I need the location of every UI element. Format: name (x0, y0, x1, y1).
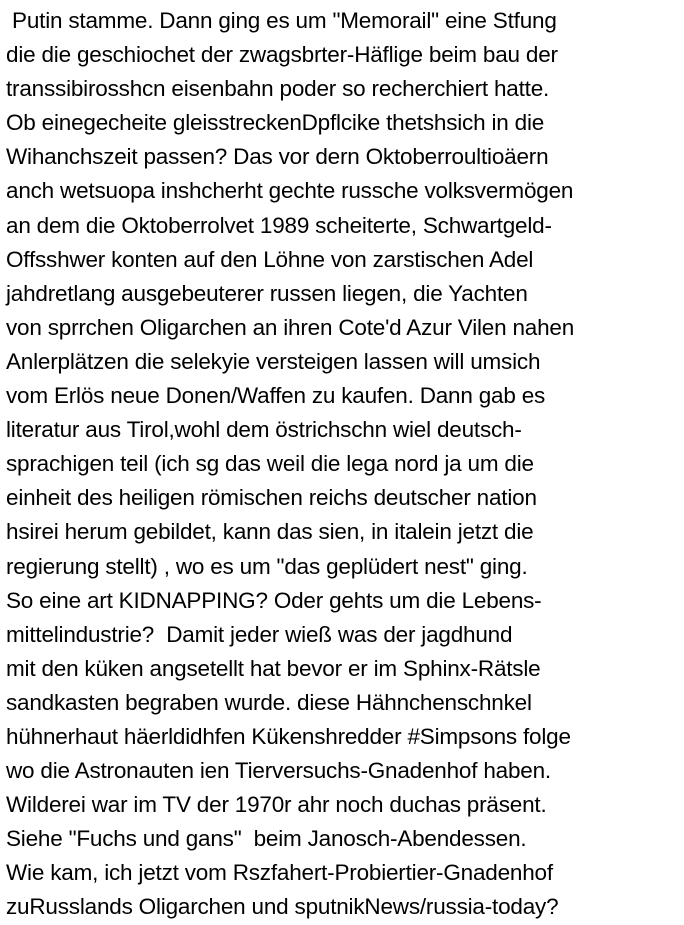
text-line: mittelindustrie? Damit jeder wieß was der jagdhund (6, 621, 513, 647)
text-line: die die geschiochet der zwagsbrter-Häflige beim bau der (6, 42, 558, 68)
text-line: Putin stamme. Dann ging es um "Memorail" eine Stfung (6, 8, 557, 33)
text-line: mit den küken angsetellt hat bevor er im Sphinx-Rätsle (6, 655, 541, 681)
text-line: hühnerhaut häerldidhfen Kükenshredder #Simpsons folge (6, 723, 571, 749)
text-line: zuRusslands Oligarchen und sputnikNews/russia-today? (6, 894, 559, 920)
text-line: an dem die Oktoberrolvet 1989 scheiterte, Schwartgeld- (6, 212, 552, 238)
document-text (6, 4, 682, 925)
text-line: Anlerplätzen die selekyie versteigen lassen will umsich (6, 348, 541, 374)
text-line: Wihanchszeit passen? Das vor dern Oktoberroultioäern (6, 144, 549, 170)
text-line: Ob einegecheite gleisstreckenDpflcike thetshsich in die (6, 110, 545, 136)
text-line: literatur aus Tirol,wohl dem östrichschn wiel deutsch- (6, 417, 522, 443)
text-line: jahdretlang ausgebeuterer russen liegen, die Yachten (6, 280, 528, 306)
text-line: vom Erlös neue Donen/Waffen zu kaufen. Dann gab es (6, 383, 546, 409)
text-line: anch wetsuopa inshcherht gechte russche volksvermögen (6, 178, 574, 204)
text-line: sprachigen teil (ich sg das weil die lega nord ja um die (6, 451, 534, 477)
text-line: regierung stellt) , wo es um "das geplüdert nest" ging. (6, 553, 528, 579)
text-line: Siehe "Fuchs und gans" beim Janosch-Abendessen. (6, 826, 527, 852)
text-line: Wie kam, ich jetzt vom Rszfahert-Probiertier-Gnadenhof (6, 860, 553, 886)
text-line: hsirei herum gebildet, kann das sien, in italein jetzt die (6, 519, 534, 545)
text-line: sandkasten begraben wurde. diese Hähnchenschnkel (6, 689, 532, 715)
text-line: einheit des heiligen römischen reichs deutscher nation (6, 485, 537, 511)
text-line: Offsshwer konten auf den Löhne von zarstischen Adel (6, 246, 534, 272)
text-line: wo die Astronauten ien Tierversuchs-Gnadenhof haben. (6, 758, 551, 784)
text-line: Wilderei war im TV der 1970r ahr noch duchas präsent. (6, 792, 547, 818)
text-line: transsibirosshcn eisenbahn poder so recherchiert hatte. (6, 76, 550, 102)
text-line: von sprrchen Oligarchen an ihren Cote'd Azur Vilen nahen (6, 314, 575, 340)
text-line: So eine art KIDNAPPING? Oder gehts um die Lebens- (6, 587, 542, 613)
